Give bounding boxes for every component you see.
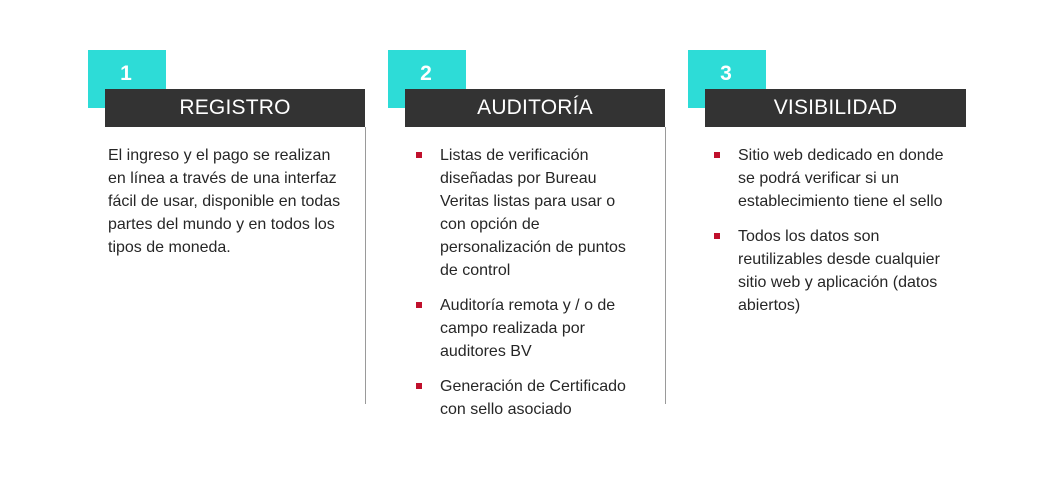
step-number: 1 [120, 62, 132, 85]
list-item [414, 144, 640, 282]
step-title: REGISTRO [179, 96, 291, 119]
list-item [712, 225, 947, 317]
step-bullet-list [712, 144, 947, 329]
bullet-text: Listas de verificación diseñadas por Bureau Veritas listas para usar o con opción de personalización de puntos de control [440, 147, 626, 279]
bullet-text: Sitio web dedicado en donde se podrá verificar si un establecimiento tiene el sello [738, 147, 944, 210]
bullet-square-icon [416, 383, 422, 389]
bullet-square-icon [416, 302, 422, 308]
step-divider [665, 127, 666, 404]
step-title-bar [705, 89, 966, 127]
step-description: El ingreso y el pago se realizan en línea a través de una interfaz fácil de usar, disponible en todas partes del mundo y en todos los tipos de moneda. [108, 147, 341, 256]
list-item [414, 375, 640, 421]
list-item [712, 144, 947, 213]
bullet-text: Todos los datos son reutilizables desde cualquier sitio web y aplicación (datos abiertos) [738, 228, 940, 314]
step-title: VISIBILIDAD [773, 96, 898, 119]
step-number: 2 [420, 62, 432, 85]
step-bullet-list [414, 144, 640, 433]
bullet-text: Auditoría remota y / o de campo realizada por auditores BV [440, 297, 616, 360]
step-title-bar [405, 89, 665, 127]
list-item [414, 294, 640, 363]
step-number: 3 [720, 62, 732, 85]
bullet-square-icon [714, 152, 720, 158]
step-title: AUDITORÍA [477, 96, 593, 119]
bullet-square-icon [714, 233, 720, 239]
step-title-bar [105, 89, 365, 127]
bullet-square-icon [416, 152, 422, 158]
bullet-text: Generación de Certificado con sello asociado [440, 378, 626, 418]
step-divider [365, 127, 366, 404]
